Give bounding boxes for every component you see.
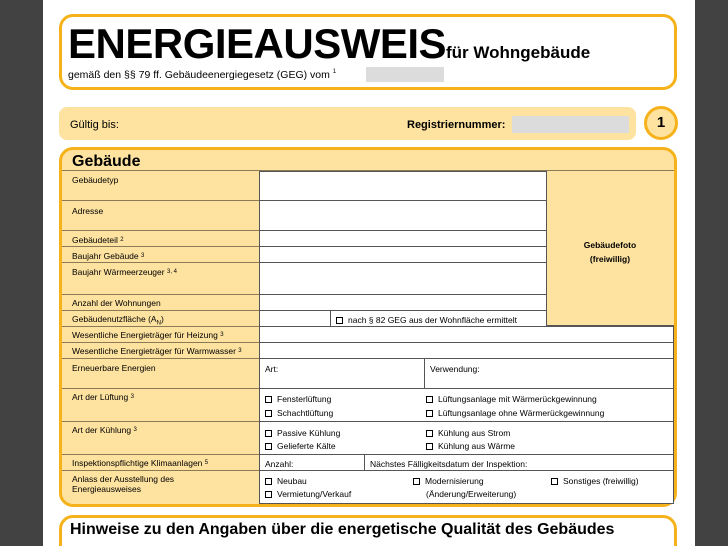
building-type-field[interactable] (259, 171, 547, 201)
floor-area-option[interactable]: nach § 82 GEG aus der Wohnfläche ermittelt (336, 315, 517, 325)
checkbox-icon[interactable] (336, 317, 343, 324)
registration-number-redacted (512, 116, 629, 133)
checkbox-icon[interactable] (265, 491, 272, 498)
page-number-badge: 1 (644, 106, 678, 140)
hints-section-title: Hinweise zu den Angaben über die energetische Qualität des Gebäudes (70, 521, 615, 538)
renewable-type-field[interactable] (259, 358, 425, 389)
heating-energy-field[interactable] (259, 326, 674, 343)
renewable-use-label: Verwendung: (430, 364, 480, 374)
label-hot-water-energy: Wesentliche Energieträger für Warmwasser $^3$ (72, 346, 242, 356)
building-photo-label: Gebäudefoto (freiwillig) (583, 240, 637, 264)
checkbox-icon[interactable] (265, 410, 272, 417)
heat-generator-year-field[interactable] (259, 262, 547, 295)
floor-area-field[interactable] (259, 310, 331, 327)
label-construction-year: Baujahr Gebäude $^3$ (72, 251, 145, 261)
reason-option-modernization[interactable]: Modernisierung (413, 476, 484, 486)
apartment-count-field[interactable] (259, 294, 547, 311)
checkbox-icon[interactable] (426, 396, 433, 403)
law-reference: gemäß den §§ 79 ff. Gebäudeenergiegesetz (GEG) vom $^1$ (68, 69, 337, 81)
document-subtitle: für Wohngebäude (446, 43, 591, 62)
label-cooling: Art der Kühlung $^3$ (72, 425, 137, 435)
ventilation-option-no-recovery[interactable]: Lüftungsanlage ohne Wärmerückgewinnung (426, 408, 604, 418)
label-air-conditioning: Inspektionspflichtige Klimaanlagen $^5$ (72, 458, 209, 468)
cooling-option-electric[interactable]: Kühlung aus Strom (426, 428, 510, 438)
renewable-type-label: Art: (265, 364, 279, 374)
checkbox-icon[interactable] (551, 478, 558, 485)
hot-water-energy-field[interactable] (259, 342, 674, 359)
document-title: ENERGIEAUSWEIS (68, 20, 447, 67)
checkbox-icon[interactable] (426, 443, 433, 450)
law-date-redacted (366, 67, 444, 82)
label-issue-reason: Anlass der Ausstellung des Energieausweises (72, 474, 175, 494)
cooling-option-passive[interactable]: Passive Kühlung (265, 428, 340, 438)
checkbox-icon[interactable] (265, 443, 272, 450)
reason-option-modernization-note: (Änderung/Erweiterung) (426, 489, 517, 499)
building-section-title: Gebäude (72, 153, 141, 170)
reason-option-other[interactable]: Sonstiges (freiwillig) (551, 476, 639, 486)
label-heating-energy: Wesentliche Energieträger für Heizung $^3$ (72, 330, 224, 340)
building-part-field[interactable] (259, 230, 547, 247)
label-heat-generator-year: Baujahr Wärmeerzeuger $^{3, 4}$ (72, 267, 177, 277)
ventilation-option-recovery[interactable]: Lüftungsanlage mit Wärmerückgewinnung (426, 394, 597, 404)
checkbox-icon[interactable] (265, 430, 272, 437)
reason-option-rent-sale[interactable]: Vermietung/Verkauf (265, 489, 351, 499)
construction-year-field[interactable] (259, 246, 547, 263)
registration-number-label: Registriernummer: (407, 119, 506, 131)
label-apartment-count: Anzahl der Wohnungen (72, 298, 161, 308)
label-address: Adresse (72, 206, 104, 216)
valid-until-label: Gültig bis: (70, 119, 119, 131)
label-building-part: Gebäudeteil $^2$ (72, 235, 124, 245)
checkbox-icon[interactable] (426, 410, 433, 417)
checkbox-icon[interactable] (265, 478, 272, 485)
inspection-date-label: Nächstes Fälligkeitsdatum der Inspektion: (370, 459, 528, 469)
ventilation-option-shaft[interactable]: Schachtlüftung (265, 408, 333, 418)
ventilation-option-window[interactable]: Fensterlüftung (265, 394, 331, 404)
label-renewable-energy: Erneuerbare Energien (72, 363, 156, 373)
checkbox-icon[interactable] (426, 430, 433, 437)
label-ventilation: Art der Lüftung $^3$ (72, 392, 134, 402)
checkbox-icon[interactable] (265, 396, 272, 403)
cooling-option-delivered[interactable]: Gelieferte Kälte (265, 441, 336, 451)
reason-option-new-build[interactable]: Neubau (265, 476, 307, 486)
label-floor-area: Gebäudenutzfläche $(A_N)$ (72, 314, 164, 327)
cooling-option-heat[interactable]: Kühlung aus Wärme (426, 441, 515, 451)
checkbox-icon[interactable] (413, 478, 420, 485)
address-field[interactable] (259, 200, 547, 231)
ac-count-label: Anzahl: (265, 459, 294, 469)
label-building-type: Gebäudetyp (72, 175, 119, 185)
